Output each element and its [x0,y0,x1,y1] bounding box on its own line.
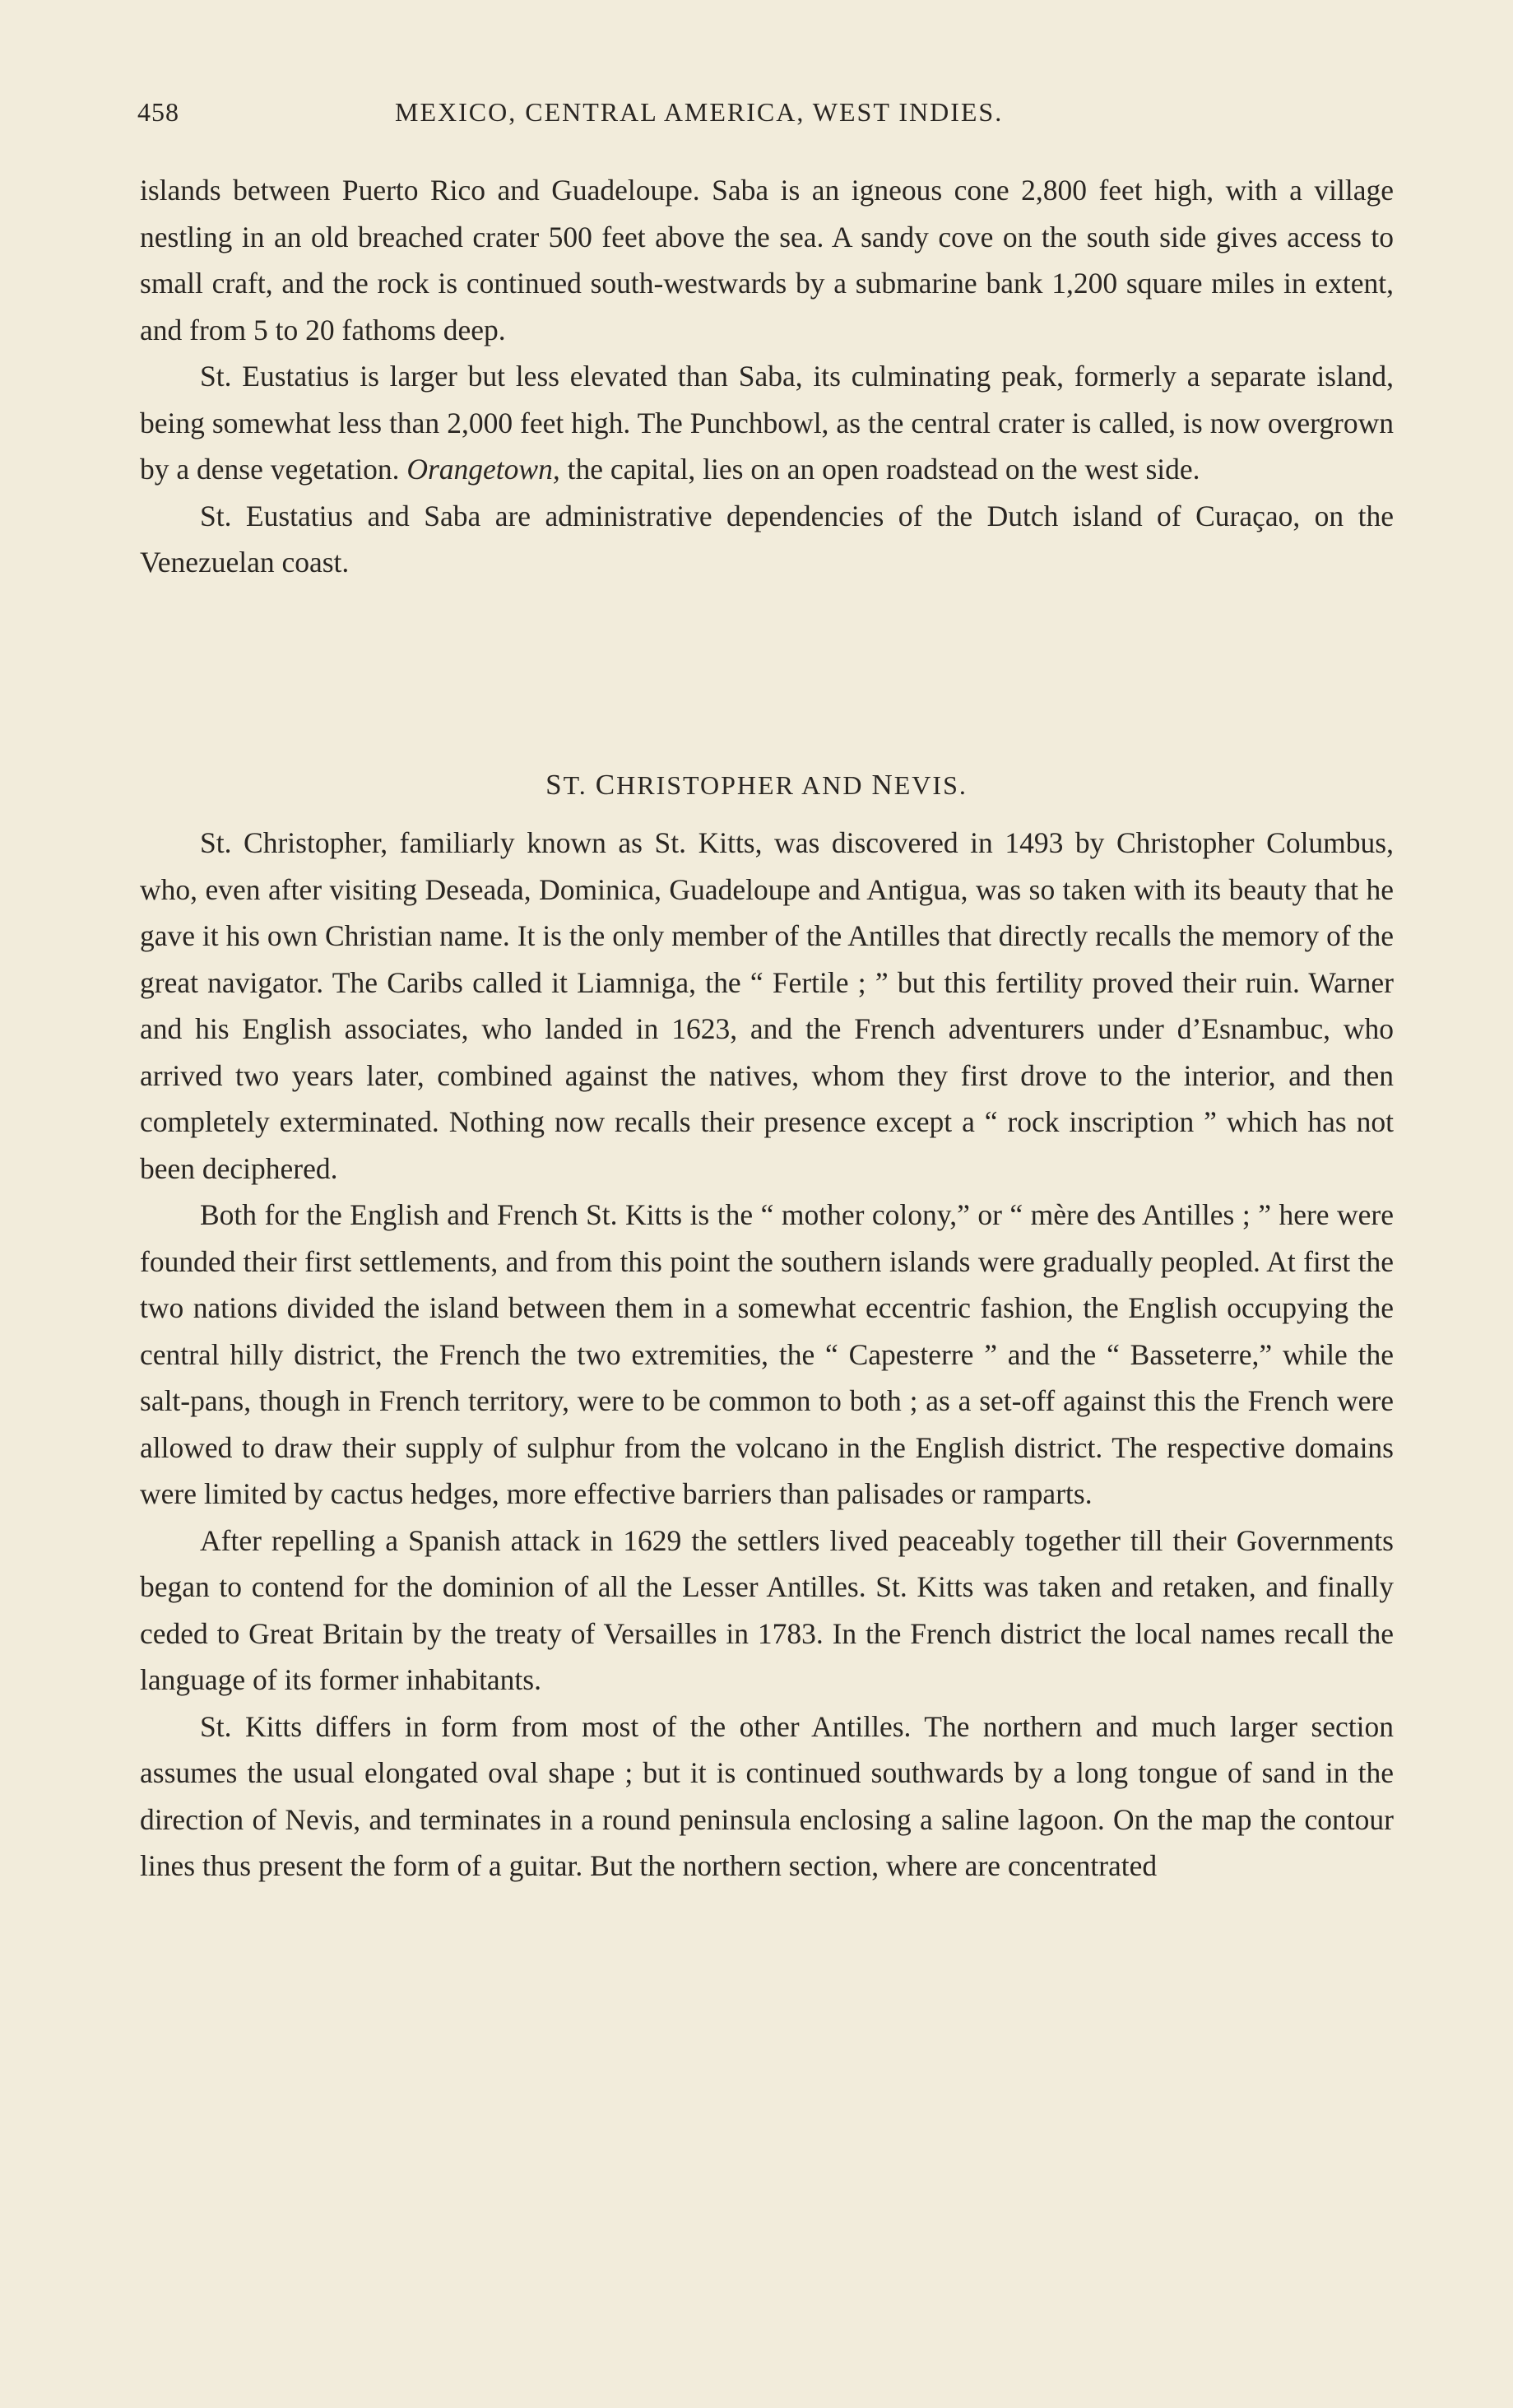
paragraph-eustatius-tail: the capital, lies on an open roadstead on the west side. [567,453,1200,486]
paragraph-spanish-attack: After repelling a Spanish attack in 1629 the settlers lived peaceably together till their Governments began to contend for the dominion of all the Lesser Antilles. St. Kitts was taken and retaken, and finally ceded to Great Britain by the treaty of Versailles in 1783. In the French district the local names recall the language of its former inhabitants. [140,1523,1394,1696]
paragraph-saba: islands between Puerto Rico and Guadeloupe. Saba is an igneous cone 2,800 feet high, with a village nestling in an old breached crater 500 feet above the sea. A sandy cove on the south side gives access to small craft, and the rock is continued south-westwards by a submarine bank 1,200 square miles in extent, and from 5 to 20 fathoms deep. [140,174,1394,346]
page-header [0,89,1513,135]
running-head: MEXICO, CENTRAL AMERICA, WEST INDIES. [395,97,1004,127]
paragraph-discovery: St. Christopher, familiarly known as St. Kitts, was discovered in 1493 by Christopher Columbus, who, even after visiting Deseada, Dominica, Guadeloupe and Antigua, was so taken with its beauty that he gave it his own Christian name. It is the only member of the Antilles that directly recalls the memory of the great navigator. The Caribs called it Liamniga, the “ Fertile ; ” but this fertility proved their ruin. Warner and his English associates, who landed in 1623, and the French adventurers under d’Esnambuc, who arrived two years later, combined against the natives, whom they first drove to the interior, and then completely exterminated. Nothing now recalls their presence except a “ rock inscription ” which has not been deciphered. [140,826,1394,1185]
paragraph-form: St. Kitts differs in form from most of the other Antilles. The northern and much larger section assumes the usual elongated oval shape ; but it is continued southwards by a long tongue of sand in the direction of Nevis, and terminates in a round peninsula enclosing a saline lagoon. On the map the contour lines thus present the form of a guitar. But the northern section, where are concentrated [140,1709,1394,1882]
paragraph-mother-colony: Both for the English and French St. Kitts is the “ mother colony,” or “ mère des Antilles ; ” here were founded their first settlements, and from this point the southern islands were gradually peopled. At first the two nations divided the island between them in a somewhat eccentric fashion, the English occupying the central hilly district, the French the two extremities, the “ Capesterre ” and the “ Basseterre,” while the salt-pans, though in French territory, were to be common to both ; as a set-off against this the French were allowed to draw their supply of sulphur from the volcano in the English district. The respective domains were limited by cactus hedges, more effective barriers than palisades or ramparts. [140,1198,1394,1510]
orangetown-italic: Orangetown, [406,453,560,486]
heading-rest-s: T. [563,770,596,800]
paragraph-eustatius-text: St. Eustatius is larger but less elevated than Saba, its culminating peak, formerly a separate island, being somewhat less than 2,000 feet high. The Punchbowl, as the central crater is called, is now overgrown by a dense vegetation. [140,360,1394,486]
page-number: 458 [137,97,179,127]
heading-cap-s: S [545,769,564,801]
heading-rest-n: EVIS. [893,770,968,800]
paragraph-dependencies: St. Eustatius and Saba are administrative dependencies of the Dutch island of Curaçao, on the Venezuelan coast. [140,499,1394,579]
section-st-christopher [140,820,1394,1890]
heading-cap-c: C [595,769,617,801]
heading-rest-c: HRISTOPHER AND [616,770,872,800]
section-heading [0,769,1513,802]
section-saba-eustatius [140,167,1394,586]
paragraph-eustatius [140,353,1394,493]
heading-cap-n: N [871,769,894,801]
